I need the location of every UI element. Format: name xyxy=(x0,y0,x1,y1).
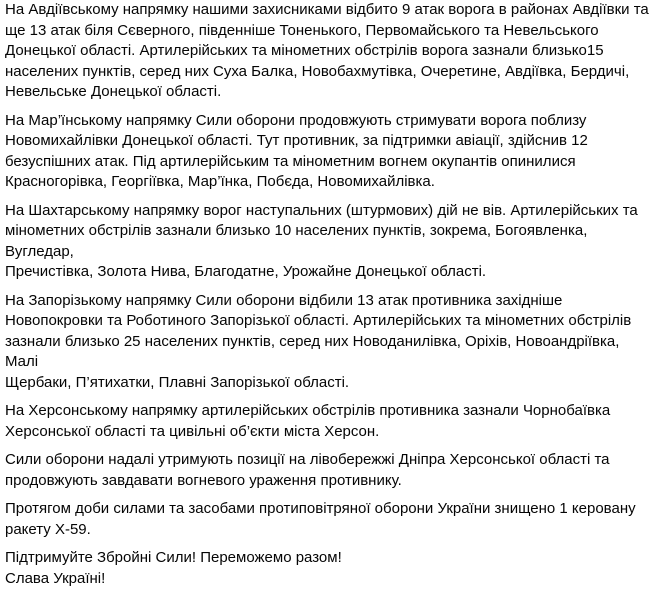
paragraph-kherson: На Херсонському напрямку артилерійських обстрілів противника зазнали Чорнобаївка Херсонської області та цивільні об’єкти міста Херсон. xyxy=(5,402,611,440)
paragraph-closing: Підтримуйте Збройні Сили! Переможемо разом! Слава Україні! xyxy=(5,549,342,587)
paragraph-air-defense: Протягом доби силами та засобами протиповітряної оборони України знищено 1 керовану ракету Х-59. xyxy=(5,500,636,538)
paragraph-left-bank: Сили оборони надалі утримують позиції на лівобережжі Дніпра Херсонської області та продовжують завдавати вогневого ураження противнику. xyxy=(5,451,610,489)
paragraph-marinka: На Мар’їнському напрямку Сили оборони продовжують стримувати ворога поблизу Новомихайлівки Донецької області. Тут противник, за підтримки авіації, здійснив 12 безуспішних атак. Під артилерійським та мінометним вогнем окупантів опинилися Красногорівка, Георгіївка, Мар’їнка, Побєда, Новомихайлівка. xyxy=(5,111,588,190)
paragraph-shakhtarsk: На Шахтарському напрямку ворог наступальних (штурмових) дій не вів. Артилерійських та мінометних обстрілів зазнали близько 10 населених пунктів, зокрема, Богоявленка, Вугледар, Пречистівка, Золота Нива, Благодатне, Урожайне Донецької області. xyxy=(5,201,638,280)
paragraph-zaporizhzhia: На Запорізькому напрямку Сили оборони відбили 13 атак противника західніше Новопокровки та Роботиного Запорізької області. Артилерійських та мінометних обстрілів зазнали близько 25 населених пунктів, серед них Новоданилівка, Оріхів, Новоандріївка, Малі Щербаки, П’ятихатки, Плавні Запорізької області. xyxy=(5,291,632,391)
paragraph-avdiivka: На Авдіївському напрямку нашими захисниками відбито 9 атак ворога в районах Авдіївки та ще 13 атак біля Сєверного, південніше Тоненького, Первомайського та Невельського Донецької області. Артилерійських та мінометних обстрілів ворога зазнали близько15 населених пунктів, серед них Суха Балка, Новобахмутівка, Очеретине, Авдіївка, Бердичі, Невельське Донецької області. xyxy=(5,1,649,100)
